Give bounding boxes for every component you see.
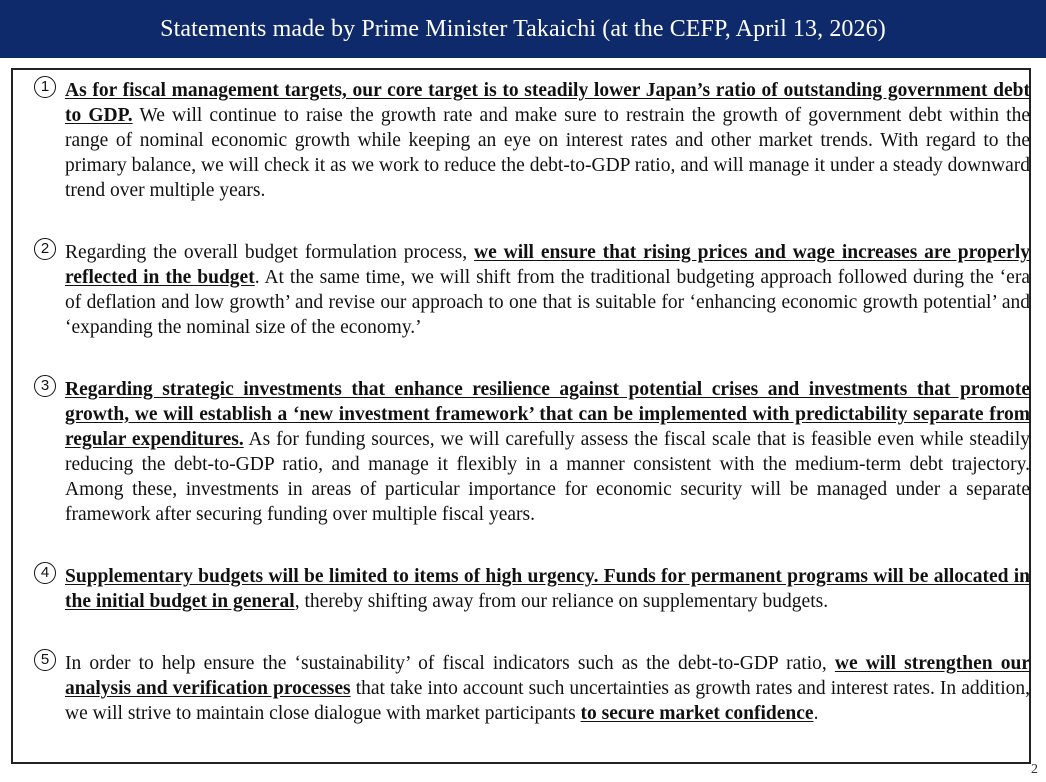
statement-emphasis: we will strengthen our analysis and verification processes: [65, 653, 1030, 699]
statement-text: .: [813, 703, 819, 724]
statement-emphasis: Supplementary budgets will be limited to items of high urgency. Funds for permanent programs will be allocated in the initial budget in general: [65, 566, 1030, 612]
statement-item-5: [40, 651, 1030, 726]
statement-text: , thereby shifting away from our reliance on supplementary budgets.: [294, 591, 829, 612]
circled-number-marker: 2: [34, 238, 56, 260]
statement-text: . At the same time, we will shift from the traditional budgeting approach followed during the ‘era of deflation and low growth’ and revise our approach to one that is suitable for ‘enhancing economic growth potential’ and ‘expanding the nominal size of the economy.’: [65, 267, 1030, 338]
statement-emphasis: we will ensure that rising prices and wage increases are properly reflected in the budget: [65, 242, 1030, 288]
statement-text: Regarding the overall budget formulation process,: [65, 242, 475, 263]
circled-number-marker: 4: [34, 562, 56, 584]
statements-box: [11, 68, 1031, 764]
statement-item-2: [40, 240, 1030, 340]
statement-text: that take into account such uncertainties as growth rates and interest rates. In addition, we will strive to maintain close dialogue with market participants: [65, 678, 1030, 724]
statement-item-4: [40, 564, 1030, 614]
statement-text: As for funding sources, we will carefully assess the fiscal scale that is feasible even while steadily reducing the debt-to-GDP ratio, and manage it flexibly in a manner consistent with the medium-term debt trajectory. Among these, investments in areas of particular importance for economic security will be managed under a separate framework after securing funding over multiple fiscal years.: [65, 429, 1031, 525]
circled-number-marker: 1: [34, 76, 56, 98]
statement-emphasis: As for fiscal management targets, our core target is to steadily lower Japan’s ratio of outstanding government debt to GDP.: [65, 80, 1030, 126]
page-title: Statements made by Prime Minister Takaichi (at the CEFP, April 13, 2026): [160, 15, 886, 42]
statement-item-3: [40, 377, 1031, 527]
statement-emphasis: Regarding strategic investments that enhance resilience against potential crises and investments that promote growth, we will establish a ‘new investment framework’ that can be implemented with predictability separate from regular expenditures.: [65, 379, 1030, 450]
statement-text: We will continue to raise the growth rate and make sure to restrain the growth of government debt within the range of nominal economic growth while keeping an eye on interest rates and other market trends. With regard to the primary balance, we will check it as we work to reduce the debt-to-GDP ratio, and will manage it under a steady downward trend over multiple years.: [65, 105, 1030, 201]
circled-number-marker: 3: [34, 375, 56, 397]
statement-text: In order to help ensure the ‘sustainability’ of fiscal indicators such as the debt-to-GDP ratio,: [65, 653, 835, 674]
circled-number-marker: 5: [34, 649, 56, 671]
page-header: [0, 0, 1046, 58]
page-number: 2: [1031, 762, 1038, 777]
statement-emphasis: to secure market confidence: [580, 703, 814, 724]
statement-item-1: [40, 78, 1030, 203]
